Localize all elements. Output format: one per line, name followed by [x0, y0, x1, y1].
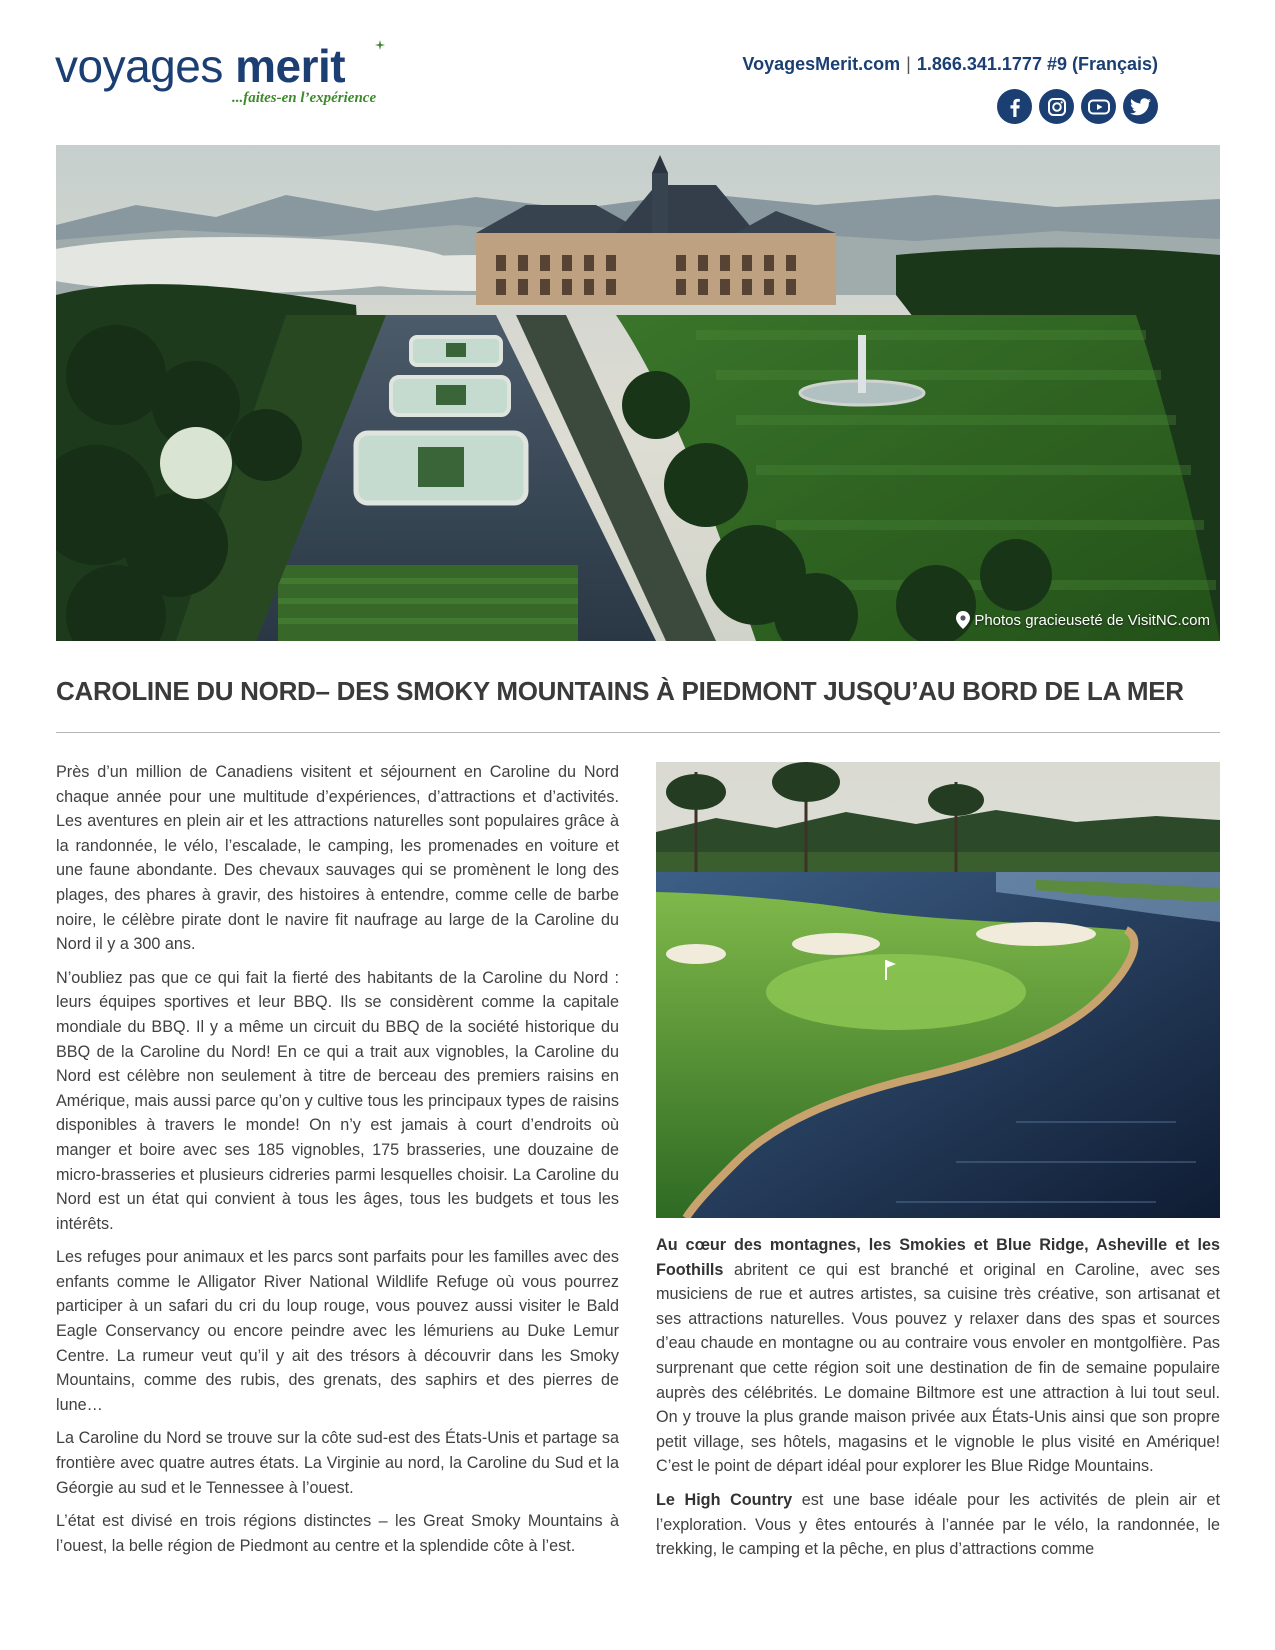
paragraph-families: Les refuges pour animaux et les parcs sont parfaits pour les familles avec des enfants comme le Alligator River National Wildlife Refuge où vous pourrez participer à un safari du cri du loup rouge, vous pouvez aussi visiter le Bald Eagle Conservancy ou encore peindre avec les lémuriens au Duke Lemur Centre. La rumeur veut qu’il y ait des trésors à découvrir dans les Smoky Mountains, comme des rubis, des grenats, des saphirs et des pierres de lune… [56, 1248, 619, 1414]
paragraph-mountains-body: abritent ce qui est branché et original en Caroline, avec ses musiciens de rue et autres artistes, sa cuisine très créative, son artisanat et ses attractions naturelles. Vous pouvez y relaxer dans des spas et sources d’eau chaude en montagne ou au contraire vous envoler en montgolfière. Pas surprenant que cette région soit une destination de fin de semaine populaire auprès des célébrités. Le domaine Biltmore est une attraction à lui tout seul. On y trouve la plus grande maison privée aux États-Unis ainsi que son propre petit village, ses hôtels, magasins et le vignoble le plus visité en Amérique! C’est le point de départ idéal pour explorer les Blue Ridge Mountains. [656, 1260, 1220, 1476]
brand-word-merit: merit [235, 40, 346, 92]
instagram-icon[interactable] [1039, 89, 1074, 124]
facebook-icon[interactable] [997, 89, 1032, 124]
brand-tagline: ...faites-en l’expérience [232, 90, 377, 106]
golf-course-illustration [656, 762, 1220, 1218]
youtube-icon[interactable] [1081, 89, 1116, 124]
phone-number[interactable]: 1.866.341.1777 #9 (Français) [916, 54, 1158, 74]
paragraph-mountains-lead: Au cœur des montagnes, les Smokies et Blue Ridge, Asheville et les Foothills [656, 1236, 1220, 1279]
social-links [997, 89, 1158, 124]
paragraph-high-country-lead: Le High Country [656, 1490, 793, 1509]
paragraph-intro: Près d’un million de Canadiens visitent et séjournent en Caroline du Nord chaque année pour une multitude d’expériences, d’attractions et d’activités. Les aventures en plein air et les attractions naturelles sont populaires grâce à la randonnée, le vélo, l’escalade, le camping, les promenades en voiture et une faune abondante. Des chevaux sauvages qui se promènent le long des plages, des phares à gravir, des histoires à entendre, comme celle de barbe noire, le célèbre pirate dont le navire fit naufrage au large de la Caroline du Nord il y a 300 ans. [56, 763, 619, 954]
leaf-icon [375, 40, 385, 50]
paragraph-high-country [656, 1488, 1220, 1562]
paragraph-regions: L’état est divisé en trois régions distinctes – les Great Smoky Mountains à l’ouest, la belle région de Piedmont au centre et la splendide côte à l’est. [56, 1512, 619, 1555]
brand-word-voyages: voyages [55, 40, 223, 92]
paragraph-mountains [656, 1233, 1220, 1479]
photo-credit [956, 611, 1210, 629]
paragraph-geography: La Caroline du Nord se trouve sur la côte sud-est des États-Unis et partage sa frontière avec quatre autres états. La Virginie au nord, la Caroline du Sud et la Géorgie au sud et le Tennessee à l’ouest. [56, 1429, 619, 1497]
brand-wordmark [55, 38, 345, 94]
brand-logo[interactable] [55, 38, 415, 108]
paragraph-bbq-wine: N’oubliez pas que ce qui fait la fierté des habitants de la Caroline du Nord : leurs équipes sportives et leur BBQ. Ils se considèrent comme la capitale mondiale du BBQ. Il y a même un circuit du BBQ de la société historique du BBQ de la Caroline du Nord! En ce qui a trait aux vignobles, la Caroline du Nord est célèbre non seulement à titre de berceau des premiers raisins en Amérique, mais aussi parce qu’on y cultive tous les principaux types de raisins disponibles à travers le monde! On n’y est jamais à court d’endroits où manger et boire avec ses 185 vignobles, 175 brasseries, une douzaine de micro-brasseries et plusieurs cidreries parmi lesquelles choisir. La Caroline du Nord est un état qui convient à tous les âges, tous les budgets et tous les intérêts. [56, 968, 619, 1233]
right-column [656, 1233, 1220, 1571]
title-divider [56, 732, 1220, 733]
paragraph-high-country-body: est une base idéale pour les activités de plein air et l’exploration. Vous y êtes entourés à l’année par le vélo, la randonnée, le trekking, le camping et la pêche, en plus d’attractions comme [656, 1490, 1220, 1559]
golf-course-image [656, 762, 1220, 1218]
twitter-icon[interactable] [1123, 89, 1158, 124]
photo-credit-text: Photos gracieuseté de VisitNC.com [974, 611, 1210, 629]
contact-info [742, 54, 1158, 75]
contact-separator: | [906, 54, 911, 74]
hero-estate-illustration [56, 145, 1220, 641]
hero-image [56, 145, 1220, 641]
page-title: CAROLINE DU NORD– DES SMOKY MOUNTAINS À PIEDMONT JUSQU’AU BORD DE LA MER [56, 676, 1184, 706]
website-link[interactable]: VoyagesMerit.com [742, 54, 901, 74]
location-pin-icon [956, 611, 970, 629]
left-column [56, 760, 619, 1567]
